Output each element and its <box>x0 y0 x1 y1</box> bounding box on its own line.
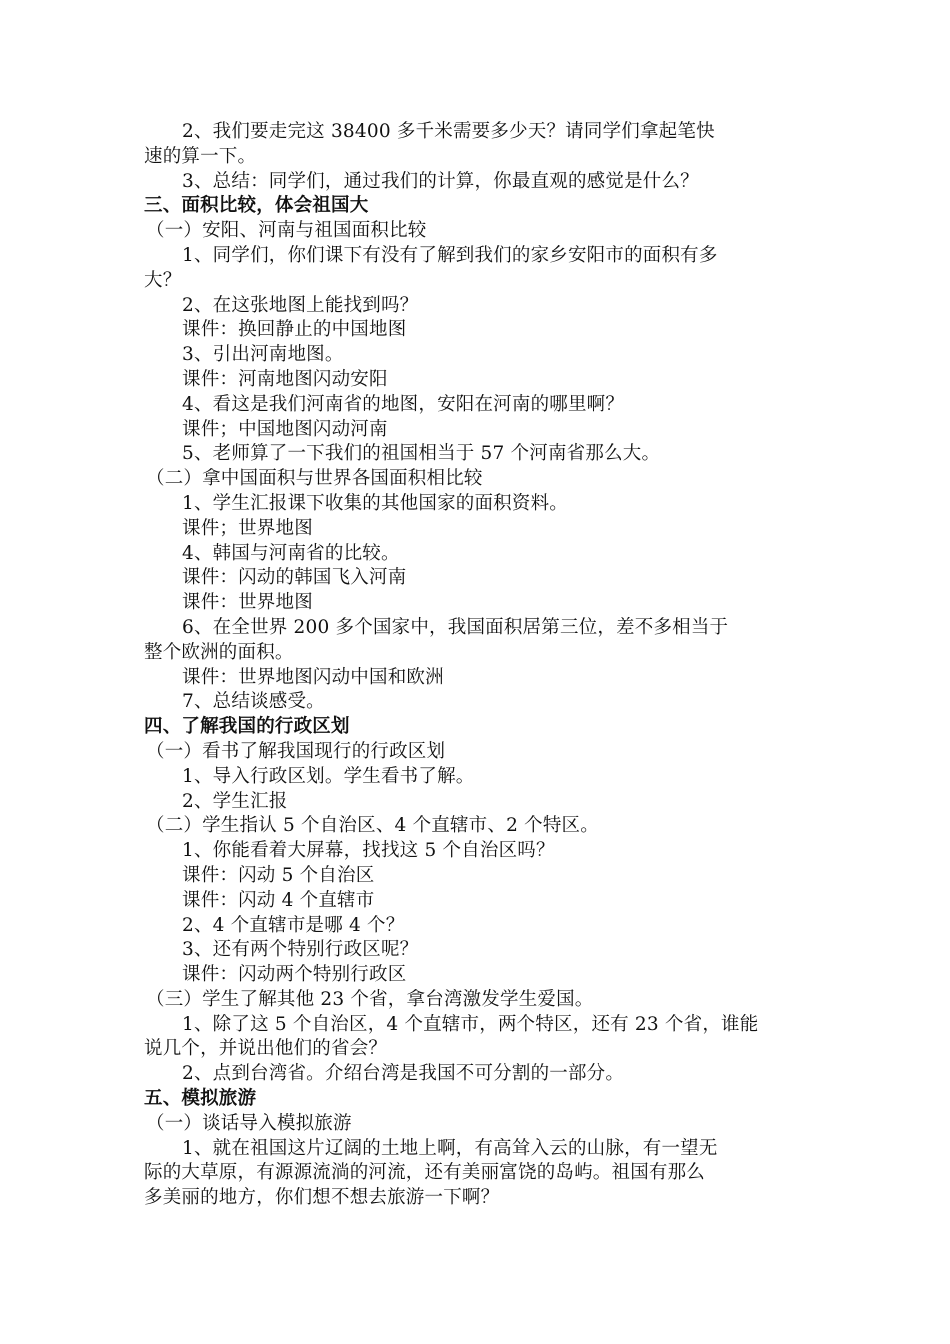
text-line: 多美丽的地方，你们想不想去旅游一下啊？ <box>144 1187 500 1209</box>
text-line: 课件：闪动 5 个自治区 <box>182 864 375 886</box>
text-line: 课件：闪动的韩国飞入河南 <box>182 567 407 589</box>
text-line: 4、看这是我们河南省的地图，安阳在河南的哪里啊？ <box>182 393 625 415</box>
text-line: 大？ <box>144 269 182 291</box>
text-line: 1、同学们，你们课下有没有了解到我们的家乡安阳市的面积有多 <box>182 244 718 266</box>
text-line: 课件；世界地图 <box>182 517 313 539</box>
text-line: 2、点到台湾省。介绍台湾是我国不可分割的一部分。 <box>182 1063 625 1085</box>
subsection-heading: （二）拿中国面积与世界各国面积相比较 <box>146 468 483 490</box>
text-line: 1、你能看着大屏幕，找找这 5 个自治区吗？ <box>182 840 555 862</box>
text-line: 4、韩国与河南省的比较。 <box>182 542 400 564</box>
text-line: 1、学生汇报课下收集的其他国家的面积资料。 <box>182 492 568 514</box>
subsection-heading: （一）谈话导入模拟旅游 <box>146 1112 352 1134</box>
section-heading: 五、模拟旅游 <box>144 1088 257 1110</box>
text-line: 课件；中国地图闪动河南 <box>182 418 388 440</box>
text-line: 课件：世界地图 <box>182 592 313 614</box>
text-line: 课件：闪动两个特别行政区 <box>182 964 407 986</box>
text-line: 6、在全世界 200 多个国家中，我国面积居第三位，差不多相当于 <box>182 616 729 638</box>
section-heading: 三、面积比较，体会祖国大 <box>144 195 369 217</box>
text-line: 1、导入行政区划。学生看书了解。 <box>182 765 475 787</box>
text-line: 3、引出河南地图。 <box>182 344 344 366</box>
text-line: 整个欧洲的面积。 <box>144 641 294 663</box>
text-line: 3、总结：同学们，通过我们的计算，你最直观的感觉是什么？ <box>182 170 699 192</box>
text-line: 1、除了这 5 个自治区，4 个直辖市，两个特区，还有 23 个省，谁能 <box>182 1013 759 1035</box>
document-body <box>0 120 950 1211</box>
text-line: 课件：世界地图闪动中国和欧洲 <box>182 666 444 688</box>
text-line: 2、在这张地图上能找到吗？ <box>182 294 419 316</box>
text-line: 7、总结谈感受。 <box>182 691 325 713</box>
subsection-heading: （一）看书了解我国现行的行政区划 <box>146 740 446 762</box>
text-line: 课件：河南地图闪动安阳 <box>182 368 388 390</box>
section-heading: 四、了解我国的行政区划 <box>144 716 350 738</box>
text-line: 际的大草原，有源源流淌的河流，还有美丽富饶的岛屿。祖国有那么 <box>144 1162 706 1184</box>
subsection-heading: （三）学生了解其他 23 个省，拿台湾激发学生爱国。 <box>146 988 594 1010</box>
text-line: 课件：换回静止的中国地图 <box>182 319 407 341</box>
text-line: 说几个，并说出他们的省会？ <box>144 1038 388 1060</box>
text-line: 3、还有两个特别行政区呢？ <box>182 939 419 961</box>
text-line: 5、老师算了一下我们的祖国相当于 57 个河南省那么大。 <box>182 443 661 465</box>
text-line: 1、就在祖国这片辽阔的土地上啊，有高耸入云的山脉，有一望无 <box>182 1137 718 1159</box>
text-line: 课件：闪动 4 个直辖市 <box>182 889 375 911</box>
subsection-heading: （一）安阳、河南与祖国面积比较 <box>146 220 427 242</box>
text-line: 速的算一下。 <box>144 145 257 167</box>
subsection-heading: （二）学生指认 5 个自治区、4 个直辖市、2 个特区。 <box>146 815 599 837</box>
text-line: 2、学生汇报 <box>182 790 288 812</box>
text-line: 2、4 个直辖市是哪 4 个？ <box>182 914 405 936</box>
text-line: 2、我们要走完这 38400 多千米需要多少天？请同学们拿起笔快 <box>182 121 715 142</box>
